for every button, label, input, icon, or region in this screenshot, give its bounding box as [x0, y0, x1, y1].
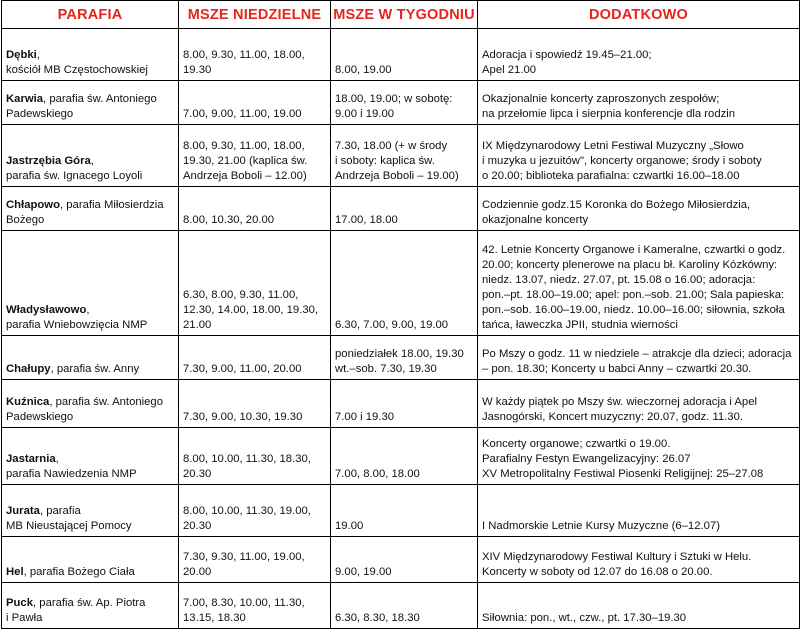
weekday-masses-cell: 9.00, 19.00	[331, 537, 478, 583]
parish-name: , parafia Wniebowzięcia NMP	[6, 304, 148, 331]
parish-name: , parafia MB Nieustającej Pomocy	[6, 505, 132, 532]
header-parish: PARAFIA	[2, 1, 179, 29]
weekday-masses-cell: 6.30, 8.30, 18.30	[331, 583, 478, 629]
parish-cell	[2, 231, 179, 336]
additional-info-cell: Po Mszy o godz. 11 w niedziele – atrakcje dla dzieci; adoracja – pon. 18.30; Koncerty u babci Anny – czwartki 20.30.	[478, 336, 800, 380]
sunday-masses-cell: 7.30, 9.00, 10.30, 19.30	[179, 380, 331, 428]
table-row	[2, 187, 800, 231]
parish-name: , parafia św. Antoniego Padewskiego	[6, 396, 163, 423]
parish-cell	[2, 81, 179, 125]
weekday-masses-cell: 7.00 i 19.30	[331, 380, 478, 428]
table-row	[2, 380, 800, 428]
header-additional: DODATKOWO	[478, 1, 800, 29]
additional-info-cell: IX Międzynarodowy Letni Festiwal Muzyczny „Słowo i muzyka u jezuitów", koncerty organowe; środy i soboty o 20.00; biblioteka parafialna: czwartki 16.00–18.00	[478, 125, 800, 187]
sunday-masses-cell: 7.00, 9.00, 11.00, 19.00	[179, 81, 331, 125]
table-row	[2, 81, 800, 125]
weekday-masses-cell: 7.30, 18.00 (+ w środy i soboty: kaplica św. Andrzeja Boboli – 19.00)	[331, 125, 478, 187]
parish-cell	[2, 125, 179, 187]
sunday-masses-cell: 8.00, 9.30, 11.00, 18.00, 19.30, 21.00 (kaplica św. Andrzeja Boboli – 12.00)	[179, 125, 331, 187]
table-row	[2, 125, 800, 187]
table-row	[2, 29, 800, 81]
parish-cell	[2, 583, 179, 629]
weekday-masses-cell: 7.00, 8.00, 18.00	[331, 428, 478, 485]
header-weekday-masses: MSZE W TYGODNIU	[331, 1, 478, 29]
weekday-masses-cell: poniedziałek 18.00, 19.30 wt.–sob. 7.30, 19.30	[331, 336, 478, 380]
parish-name: , parafia św. Anny	[50, 363, 140, 375]
weekday-masses-cell: 6.30, 7.00, 9.00, 19.00	[331, 231, 478, 336]
parish-locality: Władysławowo	[6, 304, 87, 316]
parish-locality: Puck	[6, 597, 34, 609]
parish-locality: Chałupy	[6, 363, 51, 375]
header-row	[2, 1, 800, 29]
additional-info-cell: 42. Letnie Koncerty Organowe i Kameralne, czwartki o godz. 20.00; koncerty plenerowe na placu bł. Karoliny Kózkówny: niedz. 13.07, niedz. 27.07, pt. 15.08 o 16.00; adoracja: pon.–pt. 18.00–19.00; apel: pon.–sob. 21.00; Sala papieska: pon.–sob. 16.00–19.00, niedz. 10.00–16.00; siłownia, szkoła tańca, ławeczka JPII, studnia wierności	[478, 231, 800, 336]
parish-name: , parafia św. Ignacego Loyoli	[6, 155, 143, 182]
parish-name: , kościół MB Częstochowskiej	[6, 49, 148, 76]
additional-info-cell: Adoracja i spowiedź 19.45–21.00; Apel 21.00	[478, 29, 800, 81]
parish-locality: Kuźnica	[6, 396, 50, 408]
parish-cell	[2, 336, 179, 380]
parish-locality: Chłapowo	[6, 199, 60, 211]
parish-schedule-table	[1, 0, 800, 629]
additional-info-cell: Siłownia: pon., wt., czw., pt. 17.30–19.30	[478, 583, 800, 629]
sunday-masses-cell: 8.00, 10.00, 11.30, 19.00, 20.30	[179, 485, 331, 537]
parish-name: , parafia św. Antoniego Padewskiego	[6, 93, 157, 120]
parish-name: , parafia Bożego Ciała	[23, 566, 135, 578]
sunday-masses-cell: 8.00, 9.30, 11.00, 18.00, 19.30	[179, 29, 331, 81]
weekday-masses-cell: 18.00, 19.00; w sobotę: 9.00 i 19.00	[331, 81, 478, 125]
table-row	[2, 428, 800, 485]
parish-name: , parafia Nawiedzenia NMP	[6, 453, 137, 480]
weekday-masses-cell: 17.00, 18.00	[331, 187, 478, 231]
parish-cell	[2, 29, 179, 81]
parish-cell	[2, 485, 179, 537]
sunday-masses-cell: 7.00, 8.30, 10.00, 11.30, 13.15, 18.30	[179, 583, 331, 629]
additional-info-cell: XIV Międzynarodowy Festiwal Kultury i Sztuki w Helu. Koncerty w soboty od 12.07 do 16.08 o 20.00.	[478, 537, 800, 583]
parish-locality: Jastrzębia Góra	[6, 155, 91, 167]
sunday-masses-cell: 6.30, 8.00, 9.30, 11.00, 12.30, 14.00, 18.00, 19.30, 21.00	[179, 231, 331, 336]
additional-info-cell: W każdy piątek po Mszy św. wieczornej adoracja i Apel Jasnogórski, Koncert muzyczny: 20.07, godz. 11.30.	[478, 380, 800, 428]
header-sunday-masses: MSZE NIEDZIELNE	[179, 1, 331, 29]
parish-locality: Karwia	[6, 93, 44, 105]
sunday-masses-cell: 7.30, 9.00, 11.00, 20.00	[179, 336, 331, 380]
table-row	[2, 537, 800, 583]
parish-cell	[2, 537, 179, 583]
parish-name: , parafia Miłosierdzia Bożego	[6, 199, 164, 226]
additional-info-cell: Koncerty organowe; czwartki o 19.00. Parafialny Festyn Ewangelizacyjny: 26.07 XV Metropolitalny Festiwal Piosenki Religijnej: 25–27.08	[478, 428, 800, 485]
parish-name: , parafia św. Ap. Piotra i Pawła	[6, 597, 146, 624]
additional-info-cell: Okazjonalnie koncerty zaproszonych zespołów; na przełomie lipca i sierpnia konferencje dla rodzin	[478, 81, 800, 125]
parish-cell	[2, 380, 179, 428]
table-row	[2, 583, 800, 629]
parish-locality: Hel	[6, 566, 24, 578]
sunday-masses-cell: 8.00, 10.30, 20.00	[179, 187, 331, 231]
additional-info-cell: I Nadmorskie Letnie Kursy Muzyczne (6–12.07)	[478, 485, 800, 537]
table-row	[2, 485, 800, 537]
parish-cell	[2, 187, 179, 231]
sunday-masses-cell: 7.30, 9.30, 11.00, 19.00, 20.00	[179, 537, 331, 583]
sunday-masses-cell: 8.00, 10.00, 11.30, 18.30, 20.30	[179, 428, 331, 485]
weekday-masses-cell: 19.00	[331, 485, 478, 537]
parish-locality: Dębki	[6, 49, 37, 61]
parish-cell	[2, 428, 179, 485]
weekday-masses-cell: 8.00, 19.00	[331, 29, 478, 81]
table-row	[2, 336, 800, 380]
additional-info-cell: Codziennie godz.15 Koronka do Bożego Miłosierdzia, okazjonalne koncerty	[478, 187, 800, 231]
parish-locality: Jastarnia	[6, 453, 56, 465]
parish-locality: Jurata	[6, 505, 40, 517]
table-row	[2, 231, 800, 336]
